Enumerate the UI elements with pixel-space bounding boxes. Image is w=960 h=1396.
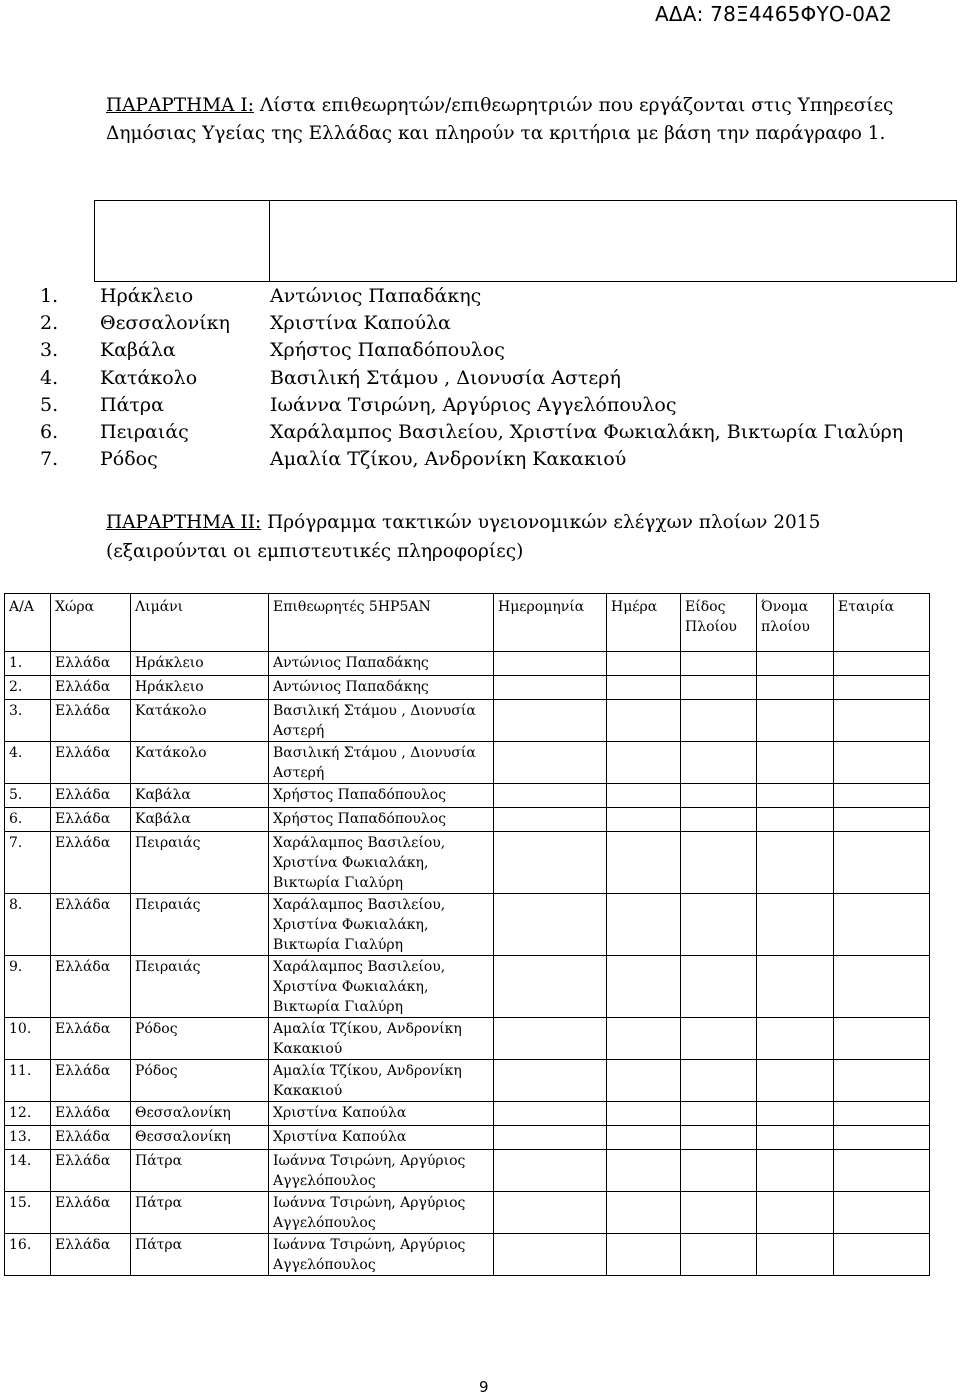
ship-type-cell xyxy=(681,676,757,700)
ship-name-cell xyxy=(757,1192,834,1234)
port-cell: Θεσσαλονίκη xyxy=(131,1126,269,1150)
date-cell xyxy=(494,784,607,808)
ship-type-cell xyxy=(681,894,757,956)
date-cell xyxy=(494,894,607,956)
annex1-text: Λίστα επιθεωρητών/επιθεωρητριών που εργάζονται στις Υπηρεσίες Δημόσιας Υγείας της Ελλάδας και πληρούν τα κριτήρια με βάση την παράγραφο 1. xyxy=(106,95,894,144)
port-cell: Ηράκλειο xyxy=(131,652,269,676)
ship-type-cell xyxy=(681,1150,757,1192)
ship-name-cell xyxy=(757,700,834,742)
company-cell xyxy=(834,742,930,784)
ship-name-cell xyxy=(757,1060,834,1102)
list-item xyxy=(40,446,903,473)
ship-type-cell xyxy=(681,1234,757,1276)
inspectors-cell: Χριστίνα Καπούλα xyxy=(269,1102,494,1126)
country-cell: Ελλάδα xyxy=(51,894,131,956)
list-names: Χριστίνα Καπούλα xyxy=(270,312,451,335)
inspectors-cell: Ιωάννα Τσιρώνη, Αργύριος Αγγελόπουλος xyxy=(269,1150,494,1192)
num-cell: 12. xyxy=(5,1102,51,1126)
ship-type-cell xyxy=(681,1192,757,1234)
annex2-text: Πρόγραμμα τακτικών υγειονομικών ελέγχων πλοίων 2015 (εξαιρούνται οι εμπιστευτικές πληροφορίες) xyxy=(106,512,821,562)
country-cell: Ελλάδα xyxy=(51,808,131,832)
num-cell: 3. xyxy=(5,700,51,742)
country-cell: Ελλάδα xyxy=(51,700,131,742)
table-row xyxy=(5,894,930,956)
country-cell: Ελλάδα xyxy=(51,956,131,1018)
company-cell xyxy=(834,1150,930,1192)
header-cell: Ημερομηνία xyxy=(494,594,607,652)
table-row xyxy=(5,1234,930,1276)
list-names: Αμαλία Τζίκου, Ανδρονίκη Κακακιού xyxy=(270,448,627,471)
ship-type-cell xyxy=(681,1126,757,1150)
day-cell xyxy=(607,1150,681,1192)
port-cell: Πάτρα xyxy=(131,1234,269,1276)
port-cell: Κατάκολο xyxy=(131,742,269,784)
list-num: 4. xyxy=(40,366,59,389)
company-cell xyxy=(834,1192,930,1234)
table-row xyxy=(5,700,930,742)
table-row xyxy=(5,1018,930,1060)
ship-type-cell xyxy=(681,1018,757,1060)
empty-cell xyxy=(270,201,956,281)
inspectors-cell: Αντώνιος Παπαδάκης xyxy=(269,652,494,676)
country-cell: Ελλάδα xyxy=(51,1234,131,1276)
ship-name-cell xyxy=(757,676,834,700)
company-cell xyxy=(834,1126,930,1150)
num-cell: 1. xyxy=(5,652,51,676)
company-cell xyxy=(834,652,930,676)
inspectors-cell: Χριστίνα Καπούλα xyxy=(269,1126,494,1150)
num-cell: 4. xyxy=(5,742,51,784)
date-cell xyxy=(494,1192,607,1234)
port-cell: Πάτρα xyxy=(131,1192,269,1234)
port-cell: Καβάλα xyxy=(131,808,269,832)
date-cell xyxy=(494,1150,607,1192)
company-cell xyxy=(834,956,930,1018)
port-cell: Ηράκλειο xyxy=(131,676,269,700)
table-row xyxy=(5,832,930,894)
list-city: Πειραιάς xyxy=(100,420,189,443)
date-cell xyxy=(494,808,607,832)
ship-name-cell xyxy=(757,832,834,894)
header-cell: Όνομα πλοίου xyxy=(757,594,834,652)
inspectors-cell: Χρήστος Παπαδόπουλος xyxy=(269,784,494,808)
port-cell: Ρόδος xyxy=(131,1018,269,1060)
list-names: Χαράλαμπος Βασιλείου, Χριστίνα Φωκιαλάκη, Βικτωρία Γιαλύρη xyxy=(270,420,904,443)
inspectors-cell: Αμαλία Τζίκου, Ανδρονίκη Κακακιού xyxy=(269,1018,494,1060)
table-row xyxy=(5,1102,930,1126)
num-cell: 7. xyxy=(5,832,51,894)
annex1-prefix: ΠΑΡΑΡΤΗΜΑ Ι: xyxy=(106,95,254,116)
empty-table-box xyxy=(94,200,957,282)
header-cell: Χώρα xyxy=(51,594,131,652)
table-header-row xyxy=(5,594,930,652)
country-cell: Ελλάδα xyxy=(51,742,131,784)
num-cell: 5. xyxy=(5,784,51,808)
table-row xyxy=(5,1126,930,1150)
day-cell xyxy=(607,1060,681,1102)
port-cell: Ρόδος xyxy=(131,1060,269,1102)
day-cell xyxy=(607,1234,681,1276)
list-names: Ιωάννα Τσιρώνη, Αργύριος Αγγελόπουλος xyxy=(270,393,677,416)
day-cell xyxy=(607,676,681,700)
list-city: Ηράκλειο xyxy=(100,285,194,307)
list-city: Ρόδος xyxy=(100,448,158,471)
table-row xyxy=(5,1150,930,1192)
ship-name-cell xyxy=(757,784,834,808)
list-city: Κατάκολο xyxy=(100,366,198,389)
list-names: Αντώνιος Παπαδάκης xyxy=(270,285,482,307)
list-item xyxy=(40,419,903,446)
num-cell: 2. xyxy=(5,676,51,700)
header-cell: Είδος Πλοίου xyxy=(681,594,757,652)
date-cell xyxy=(494,1126,607,1150)
ship-type-cell xyxy=(681,784,757,808)
port-cell: Πειραιάς xyxy=(131,832,269,894)
list-num: 5. xyxy=(40,393,59,416)
inspectors-cell: Βασιλική Στάμου , Διονυσία Αστερή xyxy=(269,700,494,742)
inspectors-cell: Αντώνιος Παπαδάκης xyxy=(269,676,494,700)
list-item xyxy=(40,365,903,392)
table-row xyxy=(5,742,930,784)
list-num: 2. xyxy=(40,312,59,335)
num-cell: 10. xyxy=(5,1018,51,1060)
inspectors-cell: Αμαλία Τζίκου, Ανδρονίκη Κακακιού xyxy=(269,1060,494,1102)
empty-cell xyxy=(95,201,270,281)
list-names: Χρήστος Παπαδόπουλος xyxy=(270,339,505,362)
inspectors-cell: Βασιλική Στάμου , Διονυσία Αστερή xyxy=(269,742,494,784)
list-item xyxy=(40,310,903,337)
inspectors-cell: Χαράλαμπος Βασιλείου, Χριστίνα Φωκιαλάκη, Βικτωρία Γιαλύρη xyxy=(269,894,494,956)
day-cell xyxy=(607,1126,681,1150)
country-cell: Ελλάδα xyxy=(51,784,131,808)
country-cell: Ελλάδα xyxy=(51,676,131,700)
list-names: Βασιλική Στάμου , Διονυσία Αστερή xyxy=(270,366,621,389)
ship-name-cell xyxy=(757,1018,834,1060)
company-cell xyxy=(834,1234,930,1276)
inspection-schedule-table xyxy=(4,593,930,1276)
list-city: Πάτρα xyxy=(100,393,164,416)
ship-name-cell xyxy=(757,1102,834,1126)
ship-type-cell xyxy=(681,832,757,894)
table-row xyxy=(5,784,930,808)
ship-name-cell xyxy=(757,1234,834,1276)
port-cell: Πειραιάς xyxy=(131,956,269,1018)
company-cell xyxy=(834,832,930,894)
list-city: Καβάλα xyxy=(100,339,176,362)
header-cell: Ημέρα xyxy=(607,594,681,652)
port-cell: Κατάκολο xyxy=(131,700,269,742)
day-cell xyxy=(607,742,681,784)
annex2-heading xyxy=(106,508,896,566)
num-cell: 15. xyxy=(5,1192,51,1234)
country-cell: Ελλάδα xyxy=(51,832,131,894)
date-cell xyxy=(494,1018,607,1060)
num-cell: 13. xyxy=(5,1126,51,1150)
ship-type-cell xyxy=(681,652,757,676)
list-num: 1. xyxy=(40,285,59,307)
company-cell xyxy=(834,894,930,956)
ship-name-cell xyxy=(757,1126,834,1150)
list-num: 3. xyxy=(40,339,59,362)
num-cell: 11. xyxy=(5,1060,51,1102)
table-row xyxy=(5,676,930,700)
company-cell xyxy=(834,676,930,700)
table-row xyxy=(5,652,930,676)
list-item xyxy=(40,337,903,364)
table-row xyxy=(5,1192,930,1234)
company-cell xyxy=(834,1018,930,1060)
ship-name-cell xyxy=(757,1150,834,1192)
day-cell xyxy=(607,652,681,676)
ada-code: ΑΔΑ: 78Ξ4465ΦΥΟ-0Α2 xyxy=(655,2,892,26)
date-cell xyxy=(494,832,607,894)
day-cell xyxy=(607,832,681,894)
day-cell xyxy=(607,1192,681,1234)
inspectors-cell: Χρήστος Παπαδόπουλος xyxy=(269,808,494,832)
ship-name-cell xyxy=(757,652,834,676)
company-cell xyxy=(834,1102,930,1126)
company-cell xyxy=(834,700,930,742)
company-cell xyxy=(834,808,930,832)
date-cell xyxy=(494,1060,607,1102)
ship-type-cell xyxy=(681,700,757,742)
inspectors-list xyxy=(40,283,903,473)
list-num: 6. xyxy=(40,420,59,443)
ship-name-cell xyxy=(757,808,834,832)
ship-name-cell xyxy=(757,894,834,956)
ship-type-cell xyxy=(681,1060,757,1102)
ship-type-cell xyxy=(681,1102,757,1126)
country-cell: Ελλάδα xyxy=(51,1060,131,1102)
day-cell xyxy=(607,700,681,742)
list-item xyxy=(40,283,903,310)
table-row xyxy=(5,1060,930,1102)
port-cell: Πάτρα xyxy=(131,1150,269,1192)
inspectors-cell: Χαράλαμπος Βασιλείου, Χριστίνα Φωκιαλάκη, Βικτωρία Γιαλύρη xyxy=(269,956,494,1018)
table-row xyxy=(5,956,930,1018)
ship-type-cell xyxy=(681,742,757,784)
annex2-prefix: ΠΑΡΑΡΤΗΜΑ ΙΙ: xyxy=(106,512,262,533)
company-cell xyxy=(834,1060,930,1102)
country-cell: Ελλάδα xyxy=(51,1102,131,1126)
num-cell: 9. xyxy=(5,956,51,1018)
date-cell xyxy=(494,1102,607,1126)
country-cell: Ελλάδα xyxy=(51,1150,131,1192)
ship-name-cell xyxy=(757,956,834,1018)
port-cell: Καβάλα xyxy=(131,784,269,808)
ship-name-cell xyxy=(757,742,834,784)
inspectors-cell: Χαράλαμπος Βασιλείου, Χριστίνα Φωκιαλάκη, Βικτωρία Γιαλύρη xyxy=(269,832,494,894)
day-cell xyxy=(607,1102,681,1126)
day-cell xyxy=(607,808,681,832)
header-cell: Εταιρία xyxy=(834,594,930,652)
port-cell: Πειραιάς xyxy=(131,894,269,956)
day-cell xyxy=(607,1018,681,1060)
num-cell: 16. xyxy=(5,1234,51,1276)
day-cell xyxy=(607,894,681,956)
page-number: 9 xyxy=(479,1378,489,1396)
header-cell: Επιθεωρητές 5ΗΡ5ΑΝ xyxy=(269,594,494,652)
company-cell xyxy=(834,784,930,808)
inspectors-cell: Ιωάννα Τσιρώνη, Αργύριος Αγγελόπουλος xyxy=(269,1192,494,1234)
country-cell: Ελλάδα xyxy=(51,652,131,676)
country-cell: Ελλάδα xyxy=(51,1126,131,1150)
date-cell xyxy=(494,676,607,700)
port-cell: Θεσσαλονίκη xyxy=(131,1102,269,1126)
num-cell: 8. xyxy=(5,894,51,956)
list-num: 7. xyxy=(40,448,59,471)
num-cell: 14. xyxy=(5,1150,51,1192)
header-cell: Λιμάνι xyxy=(131,594,269,652)
day-cell xyxy=(607,956,681,1018)
date-cell xyxy=(494,956,607,1018)
list-city: Θεσσαλονίκη xyxy=(100,312,230,335)
inspectors-cell: Ιωάννα Τσιρώνη, Αργύριος Αγγελόπουλος xyxy=(269,1234,494,1276)
country-cell: Ελλάδα xyxy=(51,1018,131,1060)
date-cell xyxy=(494,742,607,784)
num-cell: 6. xyxy=(5,808,51,832)
ship-type-cell xyxy=(681,808,757,832)
date-cell xyxy=(494,1234,607,1276)
day-cell xyxy=(607,784,681,808)
header-cell: Α/Α xyxy=(5,594,51,652)
annex1-heading xyxy=(106,92,896,148)
ship-type-cell xyxy=(681,956,757,1018)
table-row xyxy=(5,808,930,832)
date-cell xyxy=(494,700,607,742)
list-item xyxy=(40,392,903,419)
country-cell: Ελλάδα xyxy=(51,1192,131,1234)
date-cell xyxy=(494,652,607,676)
